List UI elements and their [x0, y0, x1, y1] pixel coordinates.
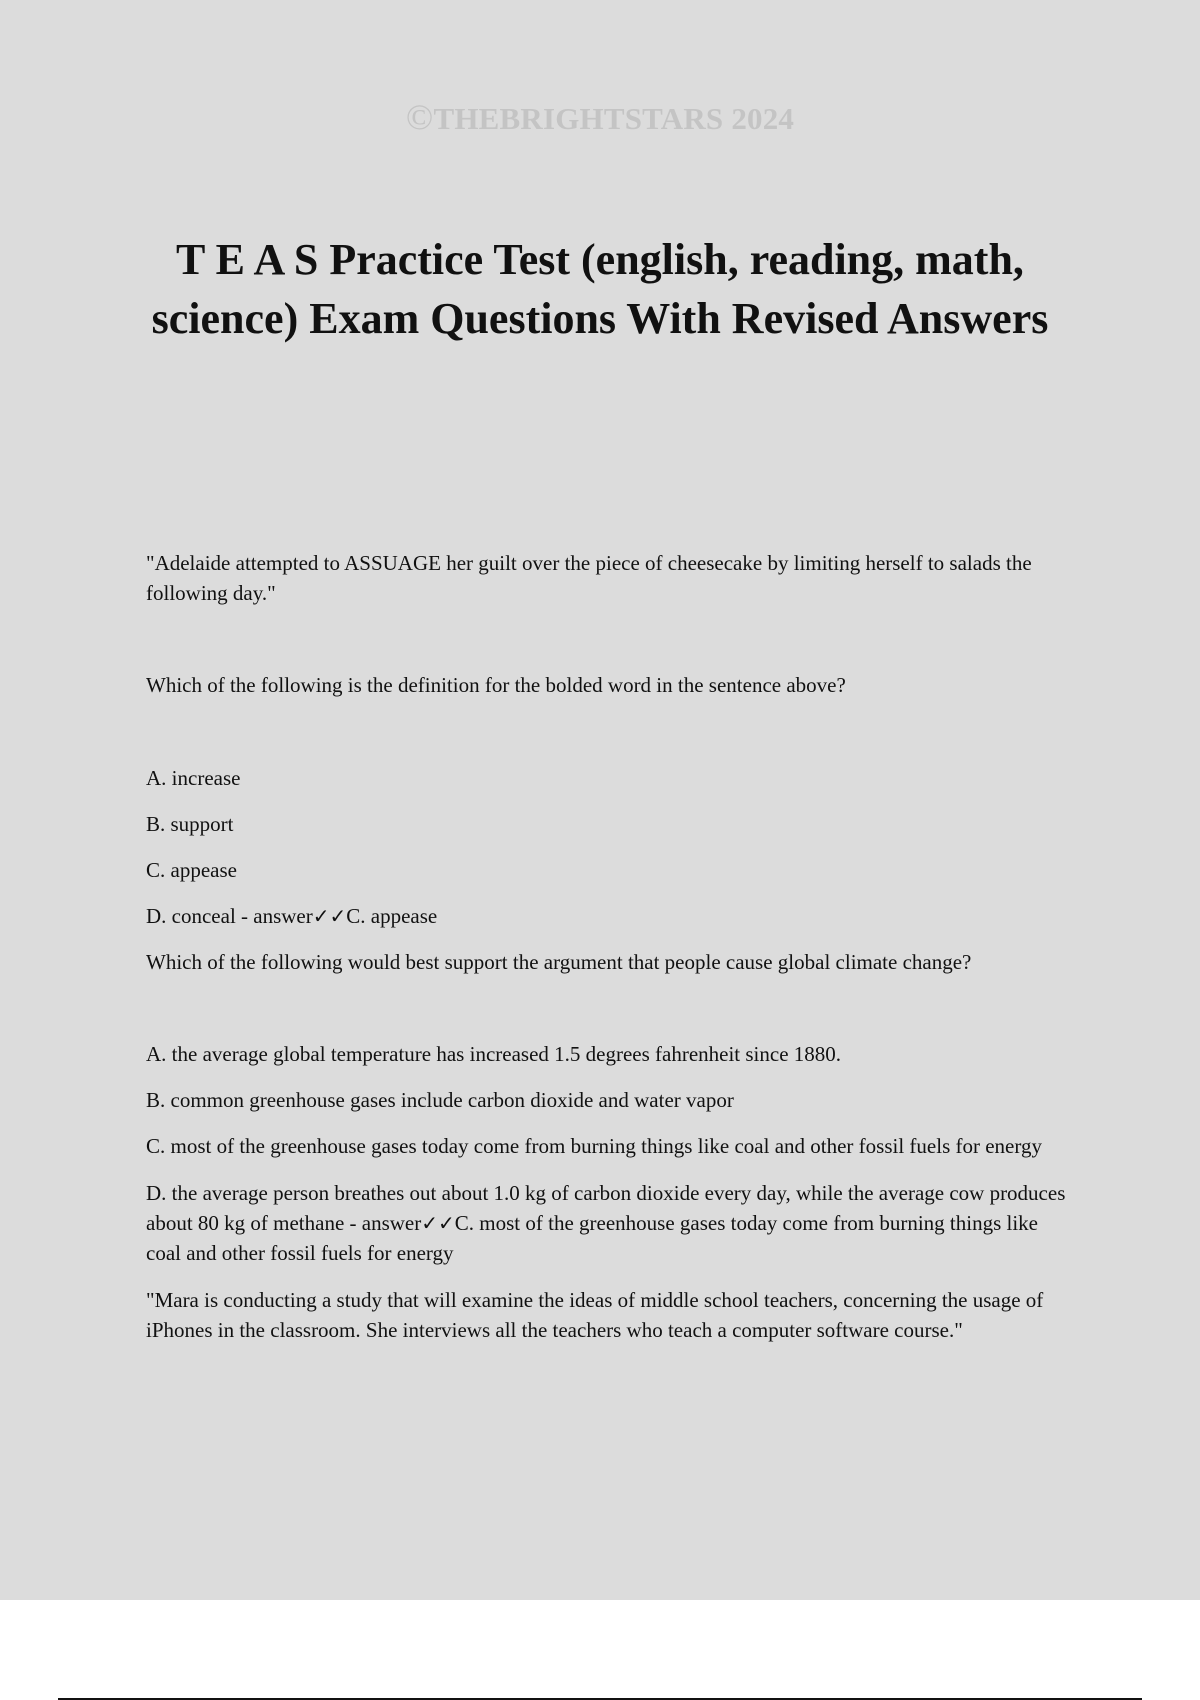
document-title: T E A S Practice Test (english, reading, math, science) Exam Questions With Revised Answers: [151, 235, 1049, 343]
watermark: [0, 96, 1200, 138]
question-1-prompt: Which of the following is the definition for the bolded word in the sentence above?: [146, 673, 846, 697]
question-1-sentence: "Adelaide attempted to ASSUAGE her guilt over the piece of cheesecake by limiting herself to salads the following day.": [146, 551, 1032, 605]
question-2-option-a: A. the average global temperature has increased 1.5 degrees fahrenheit since 1880.: [146, 1042, 842, 1066]
question-1-option-c: C. appease: [146, 858, 237, 882]
answer-check-icon: ✓✓: [421, 1211, 455, 1235]
question-1-answer: C. appease: [346, 904, 438, 928]
question-2-option-d-with-answer: [146, 1178, 1076, 1268]
document-body: [146, 548, 1076, 1345]
question-1-option-a: A. increase: [146, 766, 241, 790]
question-1-option-d: D. conceal - answer: [146, 904, 313, 928]
question-2-option-b: B. common greenhouse gases include carbon dioxide and water vapor: [146, 1088, 734, 1112]
watermark-text: THEBRIGHTSTARS 2024: [433, 101, 795, 136]
question-3-sentence: "Mara is conducting a study that will examine the ideas of middle school teachers, concerning the usage of iPhones in the classroom. She interviews all the teachers who teach a computer software course.": [146, 1288, 1044, 1342]
question-2-option-c: C. most of the greenhouse gases today come from burning things like coal and other fossil fuels for energy: [146, 1134, 1042, 1158]
question-2-option-d: D. the average person breathes out about 1.0 kg of carbon dioxide every day, while the average cow produces about 80 kg of methane - answer: [146, 1181, 1066, 1235]
copyright-symbol: ©: [405, 97, 434, 137]
question-1-option-b: B. support: [146, 812, 234, 836]
question-2-answer: C. most of the greenhouse gases today come from burning things like coal and other fossil fuels for energy: [146, 1211, 1038, 1265]
question-1-option-d-with-answer: [146, 901, 1076, 931]
answer-check-icon: ✓✓: [312, 904, 347, 928]
question-2-prompt: Which of the following would best support the argument that people cause global climate change?: [146, 950, 972, 974]
